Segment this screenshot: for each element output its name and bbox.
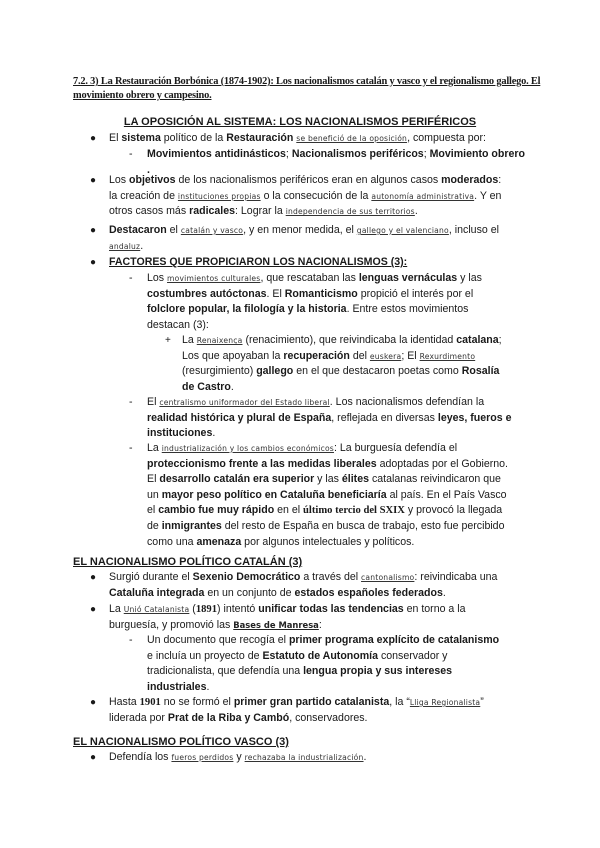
section-heading-vasco: EL NACIONALISMO POLÍTICO VASCO (3) <box>73 736 289 748</box>
section-heading-oposicion: LA OPOSICIÓN AL SISTEMA: LOS NACIONALISMOS PERIFÉRICOS <box>123 116 477 128</box>
movimientos-detalle: La Renaixença (renacimiento), que reivindicaba la identidad catalana; Los que apoyaban la recuperación del euskera; El Rexurdimento (resurgimiento) gallego en el que destacaron poetas como Rosalía de Castro. <box>182 334 502 393</box>
bullet-fueros: Defendía los fueros perdidos y rechazaba la industrialización. <box>109 751 367 763</box>
bullet-lliga: Hasta 1901 no se formó el primer gran partido catalanista, la “Lliga Regionalista” liderada por Prat de la Riba y Cambó, conservadores. <box>109 696 484 724</box>
plus-icon: + <box>165 335 171 346</box>
bullet-icon: ● <box>90 133 97 144</box>
bullet-sexenio: Surgió durante el Sexenio Democrático a través del cantonalismo: reivindicaba una Cataluña integrada en un conjunto de estados españoles federados. <box>109 571 498 599</box>
bullet-destacaron: Destacaron el catalán y vasco, y en menor medida, el gallego y el valenciano, incluso el andaluz. <box>109 224 499 252</box>
section-heading-catalan: EL NACIONALISMO POLÍTICO CATALÁN (3) <box>73 556 303 568</box>
bases-manresa-detalle: Un documento que recogía el primer programa explícito de catalanismo e incluía un proyecto de Estatuto de Autonomía conservador y tradicionalista, que defendía una lengua propia y sus intereses industriales. <box>147 634 500 693</box>
bullet-icon: ● <box>90 257 97 268</box>
factor-industrializacion: La industrialización y los cambios económicos: La burguesía defendía el proteccionismo frente a las medidas liberales adoptadas por el Gobierno. El desarrollo catalán era superior y las élites catalanas reivindicaron que un mayor peso político en Cataluña beneficiaría al país. En el País Vasco el cambio fue muy rápido en el último tercio del SXIX y provocó la llegada de inmigrantes del resto de España en busca de trabajo, esto fue percibido como una amenaza por algunos intelectuales y políticos. <box>147 442 508 548</box>
bullet-icon: ● <box>90 572 97 583</box>
dash-icon: - <box>129 148 133 160</box>
dash-icon: - <box>129 442 133 454</box>
bullet-icon: ● <box>90 697 97 708</box>
factor-centralismo: El centralismo uniformador del Estado liberal. Los nacionalismos defendían la realidad histórica y plural de España, reflejada en diversas leyes, fueros e instituciones. <box>147 396 512 440</box>
bullet-objetivos: Los objetivos de los nacionalismos periféricos eran en algunos casos moderados: la creación de instituciones propias o la consecución de la autonomía administrativa. Y en otros casos más radicales: Lograr la independencia de sus territorios. <box>109 174 502 218</box>
bullet-icon: ● <box>90 752 97 763</box>
document-title: 7.2. 3) La Restauración Borbónica (1874-1902): Los nacionalismos catalán y vasco y el regionalismo gallego. El movimiento obrero y campesino. <box>73 76 541 101</box>
bullet-unio-catalanista: La Unió Catalanista (1891) intentó unificar todas las tendencias en torno a la burguesía, y promovió las Bases de Manresa: <box>109 603 466 631</box>
bullet-sistema: El sistema político de la Restauración se benefició de la oposición, compuesta por: <box>109 132 486 144</box>
sub-oposicion-list: Movimientos antidinásticos; Nacionalismos periféricos; Movimiento obrero . <box>147 148 525 176</box>
factor-movimientos-culturales: Los movimientos culturales, que rescataban las lenguas vernáculas y las costumbres autóctonas. El Romanticismo propició el interés por el folclore popular, la filología y la historia. Entre estos movimientos destacan (3): <box>147 272 482 331</box>
bullet-icon: ● <box>90 604 97 615</box>
dash-icon: - <box>129 396 133 408</box>
bullet-icon: ● <box>90 225 97 236</box>
bullet-icon: ● <box>90 175 97 186</box>
dash-icon: - <box>129 272 133 284</box>
dash-icon: - <box>129 634 133 646</box>
factores-heading: FACTORES QUE PROPICIARON LOS NACIONALISMOS (3): <box>109 256 408 268</box>
